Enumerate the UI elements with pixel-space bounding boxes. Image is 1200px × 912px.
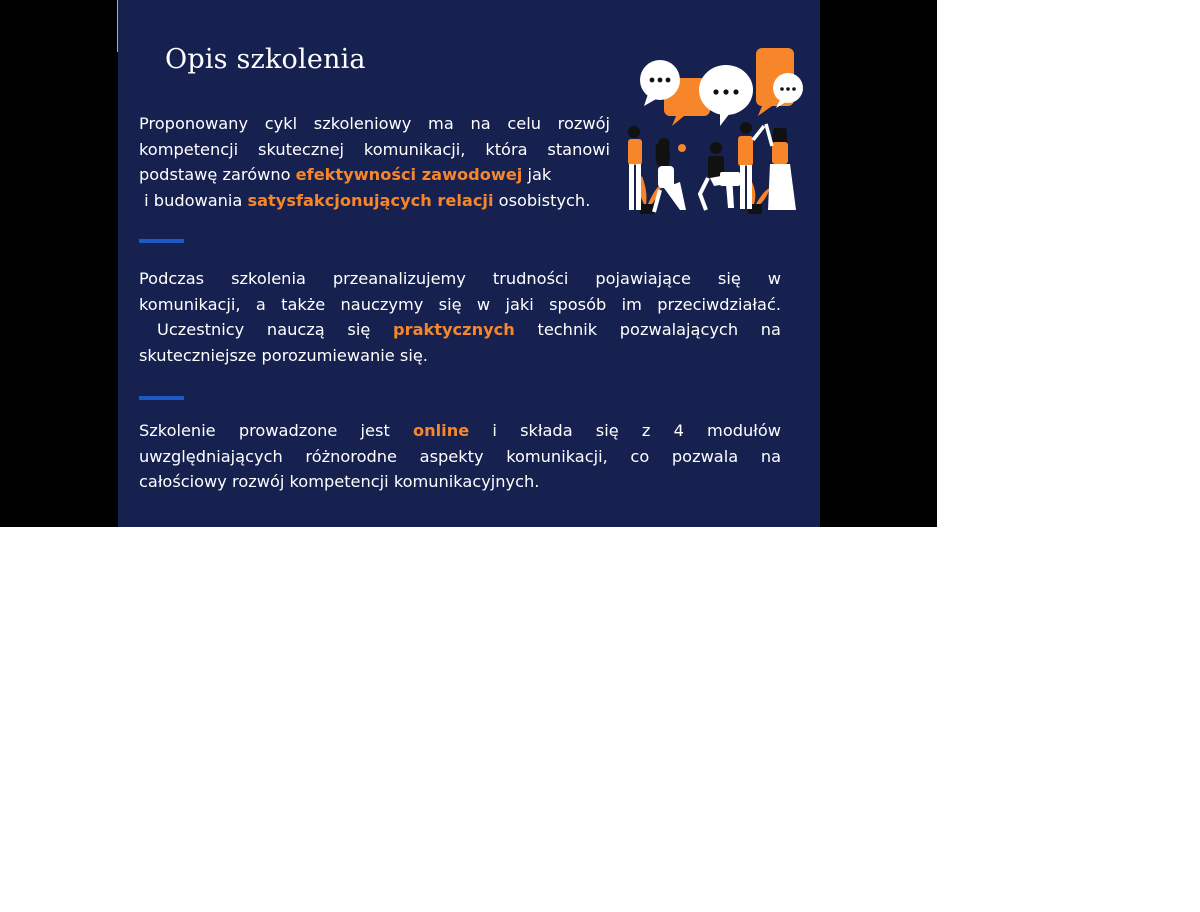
bottom-line-1 (139, 418, 781, 444)
highlight-efektywnosci: efektywności zawodowej (295, 165, 523, 184)
highlight-online: online (412, 421, 470, 440)
intro-line-3 (139, 162, 610, 188)
people-conversation-illustration (620, 44, 810, 219)
middle-line-2: komunikacji, a także nauczymy się w jaki sposób im przeciwdziałać. (139, 294, 781, 314)
seated-person-icon (700, 142, 740, 210)
intro-text: jak (522, 165, 552, 184)
intro-line-2: kompetencji skutecznej komunikacji, która stanowi (139, 139, 610, 159)
screen-background (0, 0, 937, 527)
standing-person-icon (628, 126, 642, 210)
middle-text: technik pozwalających na (514, 320, 781, 339)
section-divider-2 (139, 396, 184, 400)
bottom-text: i składa się z 4 modułów (469, 421, 782, 440)
intro-paragraph (139, 111, 610, 213)
middle-line-4: skuteczniejsze porozumiewanie się. (139, 345, 428, 365)
standing-person-icon (766, 124, 796, 210)
highlight-praktycznych: praktycznych (393, 320, 515, 339)
bottom-line-3: całościowy rozwój kompetencji komunikacyjnych. (139, 472, 540, 491)
highlight-relacji: satysfakcjonujących relacji (247, 190, 494, 210)
bottom-line-2: uwzględniających różnorodne aspekty komunikacji, co pozwala na (139, 446, 781, 466)
intro-text: osobistych. (493, 190, 591, 210)
middle-line-1: Podczas szkolenia przeanalizujemy trudności pojawiające się w (139, 269, 781, 288)
section-divider-1 (139, 239, 184, 243)
white-large-chat-bubble-icon (699, 65, 753, 126)
middle-paragraph (139, 266, 781, 368)
course-description-card (118, 0, 820, 527)
seated-person-icon (654, 138, 686, 212)
intro-text: podstawę zarówno (139, 165, 296, 184)
middle-text: Uczestnicy nauczą się (157, 320, 393, 339)
bottom-paragraph (139, 418, 781, 495)
bottom-text: Szkolenie prowadzone jest (139, 421, 413, 440)
intro-text: i budowania (139, 190, 248, 210)
page-title: Opis szkolenia (165, 44, 366, 75)
standing-person-icon (738, 122, 764, 209)
intro-line-4 (139, 188, 610, 214)
middle-line-3 (139, 317, 781, 343)
intro-line-1: Proponowany cykl szkoleniowy ma na celu rozwój (139, 114, 610, 133)
